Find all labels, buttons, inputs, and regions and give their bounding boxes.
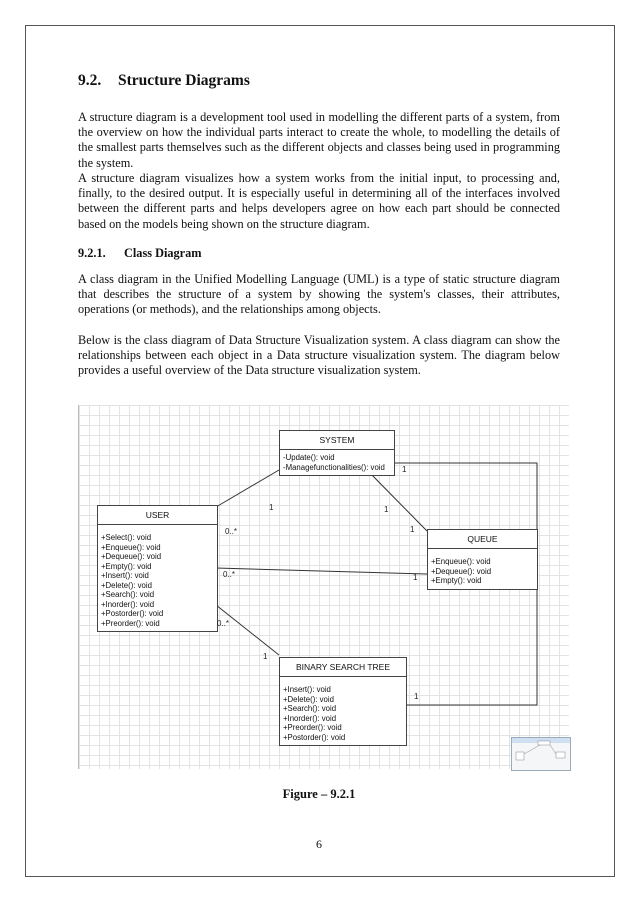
multiplicity-label: 1 <box>269 503 274 512</box>
multiplicity-label: 0..* <box>223 570 236 579</box>
multiplicity-label: 0..* <box>217 619 230 628</box>
class-system-name: SYSTEM <box>280 431 394 450</box>
operation: +Postorder(): void <box>283 732 346 742</box>
class-user <box>97 505 218 632</box>
assoc-user-bst <box>216 605 279 655</box>
assoc-system-user <box>216 470 279 507</box>
multiplicity-label: 1 <box>413 573 418 582</box>
operation: +Insert(): void <box>101 571 149 580</box>
operation: +Inorder(): void <box>101 599 155 609</box>
class-queue <box>427 529 538 590</box>
multiplicity-label: 1 <box>402 465 407 474</box>
class-system-operations <box>280 450 394 475</box>
operation: +Enqueue(): void <box>431 557 491 566</box>
page-number: 6 <box>316 837 322 851</box>
paragraph-structure-diagram-usage: A structure diagram visualizes how a system works from the initial input, to processing and, finally, to the desired output. It is especially useful in determining all of the interfaces involved between the different parts and helps developers agree on how each part should be connected based on the models being shown on the structure diagram. <box>78 171 560 231</box>
operation: +Postorder(): void <box>101 609 164 618</box>
operation: +Empty(): void <box>101 561 152 571</box>
class-bst-name: BINARY SEARCH TREE <box>280 658 406 677</box>
class-queue-name: QUEUE <box>428 530 537 549</box>
paragraph-structure-diagram-definition: A structure diagram is a development tool used in modelling the different parts of a system, from the overview on how the individual parts interact to create the whole, to modelling the details of the smallest parts themselves such as the different objects and classes being used in programming the system. <box>78 110 560 170</box>
paragraph-class-diagram-intro: Below is the class diagram of Data Structure Visualization system. A class diagram can show the relationships between each object in a Data structure visualization system. The diagram below provides a useful overview of the Data structure visualization system. <box>78 333 560 378</box>
multiplicity-label: 1 <box>263 652 268 661</box>
operation: +Preorder(): void <box>101 618 160 628</box>
assoc-user-queue <box>216 568 427 574</box>
operation: +Empty(): void <box>431 576 482 585</box>
operation: +Enqueue(): void <box>101 542 161 552</box>
navigator-thumbnail <box>511 737 571 771</box>
class-binary-search-tree <box>279 657 407 746</box>
operation: +Dequeue(): void <box>431 566 492 576</box>
class-queue-operations <box>428 549 537 589</box>
operation: -Managefunctionalities(): void <box>283 462 385 472</box>
multiplicity-label: 1 <box>414 692 419 701</box>
operation: +Dequeue(): void <box>101 552 162 561</box>
operation: +Select(): void <box>101 533 152 542</box>
operation: +Search(): void <box>101 590 155 599</box>
figure-caption: Figure – 9.2.1 <box>282 787 356 801</box>
class-bst-operations <box>280 677 406 745</box>
class-user-operations <box>98 525 217 631</box>
assoc-system-queue <box>367 470 427 531</box>
class-system <box>279 430 395 476</box>
operation: +Search(): void <box>283 704 337 713</box>
paragraph-class-diagram-definition: A class diagram in the Unified Modelling Language (UML) is a type of static structure diagram that describes the structure of a system by showing the system's classes, their attributes, operations (or methods), and the relationships among objects. <box>78 272 560 317</box>
operation: +Delete(): void <box>283 694 334 704</box>
operation: +Inorder(): void <box>283 713 337 723</box>
class-diagram-figure <box>78 405 569 769</box>
class-user-name: USER <box>98 506 217 525</box>
operation: -Update(): void <box>283 453 335 462</box>
thumbnail-preview-icon <box>512 738 570 764</box>
operation: +Preorder(): void <box>283 723 342 732</box>
subsection-heading: 9.2.1. Class Diagram <box>78 246 202 260</box>
section-heading: 9.2. Structure Diagrams <box>78 72 250 89</box>
multiplicity-label: 0..* <box>225 527 238 536</box>
multiplicity-label: 1 <box>384 505 389 514</box>
operation: +Insert(): void <box>283 685 331 694</box>
operation: +Delete(): void <box>101 580 152 590</box>
multiplicity-label: 1 <box>410 525 415 534</box>
